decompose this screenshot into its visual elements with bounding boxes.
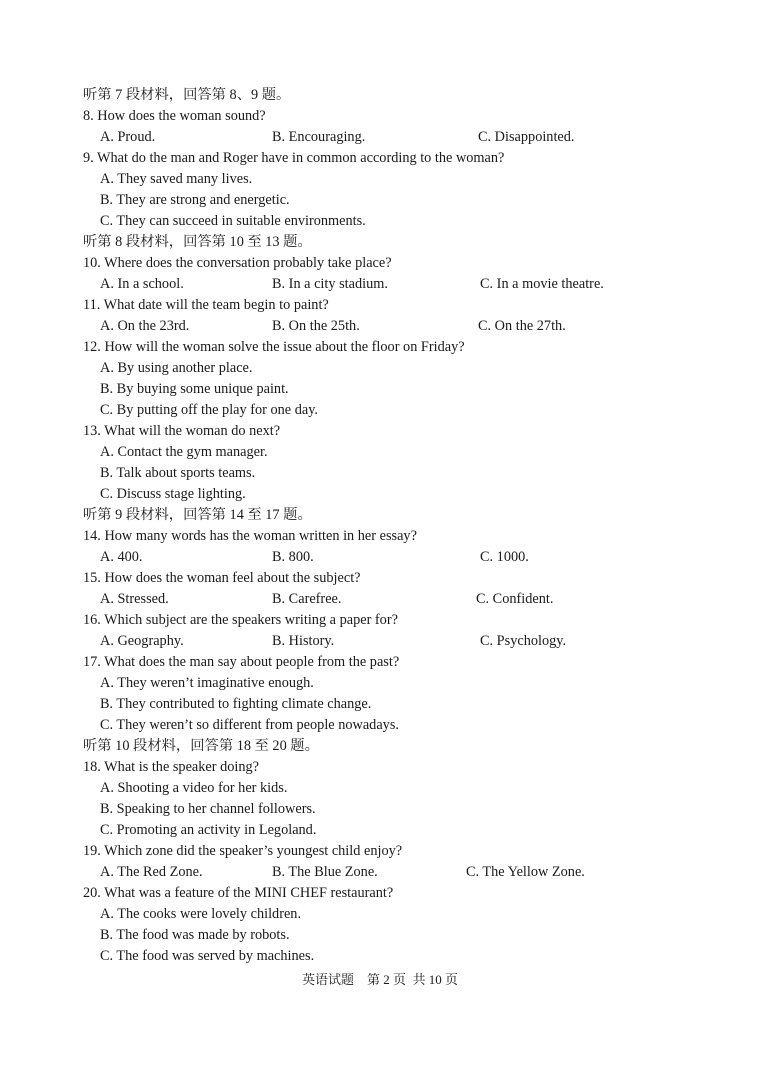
question-stem: 16. Which subject are the speakers writing a paper for? xyxy=(83,612,398,628)
option-b: B. The Blue Zone. xyxy=(272,864,378,880)
option-b: B. By buying some unique paint. xyxy=(100,381,289,397)
option-b: B. History. xyxy=(272,633,335,649)
option-a: A. On the 23rd. xyxy=(100,318,190,334)
option-c: C. 1000. xyxy=(480,549,529,565)
question-stem: 20. What was a feature of the MINI CHEF restaurant? xyxy=(83,885,394,901)
option-b: B. Carefree. xyxy=(272,591,342,607)
option-b: B. They contributed to fighting climate change. xyxy=(100,696,372,712)
question-stem: 13. What will the woman do next? xyxy=(83,423,281,439)
question-stem: 15. How does the woman feel about the subject? xyxy=(83,570,361,586)
option-c: C. Disappointed. xyxy=(478,129,575,145)
option-a: A. They saved many lives. xyxy=(100,171,253,187)
question-stem: 17. What does the man say about people from the past? xyxy=(83,654,400,670)
option-b: B. They are strong and energetic. xyxy=(100,192,290,208)
option-c: C. In a movie theatre. xyxy=(480,276,604,292)
option-b: B. In a city stadium. xyxy=(272,276,388,292)
option-c: C. They can succeed in suitable environments. xyxy=(100,213,366,229)
option-c: C. On the 27th. xyxy=(478,318,566,334)
question-stem: 18. What is the speaker doing? xyxy=(83,759,260,775)
option-b: B. Speaking to her channel followers. xyxy=(100,801,316,817)
section-heading: 听第 7 段材料，回答第 8、9 题。 xyxy=(83,87,291,103)
question-stem: 19. Which zone did the speaker’s youngest child enjoy? xyxy=(83,843,403,859)
question-stem: 14. How many words has the woman written in her essay? xyxy=(83,528,417,544)
option-a: A. Geography. xyxy=(100,633,184,649)
page-footer: 英语试题 第 2 页 共 10 页 xyxy=(301,972,458,987)
option-a: A. In a school. xyxy=(100,276,184,292)
question-stem: 9. What do the man and Roger have in common according to the woman? xyxy=(83,150,505,166)
option-a: A. 400. xyxy=(100,549,143,565)
option-a: A. The cooks were lovely children. xyxy=(100,906,302,922)
option-a: A. By using another place. xyxy=(100,360,253,376)
section-heading: 听第 9 段材料，回答第 14 至 17 题。 xyxy=(83,507,312,523)
question-stem: 11. What date will the team begin to paint? xyxy=(83,297,329,313)
option-c: C. The Yellow Zone. xyxy=(466,864,585,880)
option-b: B. Talk about sports teams. xyxy=(100,465,256,481)
option-c: C. Discuss stage lighting. xyxy=(100,486,246,502)
section-heading: 听第 8 段材料，回答第 10 至 13 题。 xyxy=(83,234,312,250)
option-a: A. Contact the gym manager. xyxy=(100,444,268,460)
option-a: A. The Red Zone. xyxy=(100,864,203,880)
option-a: A. They weren’t imaginative enough. xyxy=(100,675,314,691)
option-c: C. The food was served by machines. xyxy=(100,948,315,964)
option-a: A. Shooting a video for her kids. xyxy=(100,780,288,796)
question-stem: 12. How will the woman solve the issue about the floor on Friday? xyxy=(83,339,465,355)
option-c: C. Psychology. xyxy=(480,633,567,649)
option-b: B. 800. xyxy=(272,549,314,565)
option-b: B. On the 25th. xyxy=(272,318,360,334)
question-stem: 8. How does the woman sound? xyxy=(83,108,266,124)
section-heading: 听第 10 段材料，回答第 18 至 20 题。 xyxy=(83,738,319,754)
option-b: B. The food was made by robots. xyxy=(100,927,290,943)
option-c: C. Promoting an activity in Legoland. xyxy=(100,822,317,838)
option-c: C. Confident. xyxy=(476,591,554,607)
option-a: A. Stressed. xyxy=(100,591,169,607)
option-c: C. By putting off the play for one day. xyxy=(100,402,318,418)
question-stem: 10. Where does the conversation probably take place? xyxy=(83,255,392,271)
option-a: A. Proud. xyxy=(100,129,156,145)
option-b: B. Encouraging. xyxy=(272,129,366,145)
option-c: C. They weren’t so different from people nowadays. xyxy=(100,717,399,733)
